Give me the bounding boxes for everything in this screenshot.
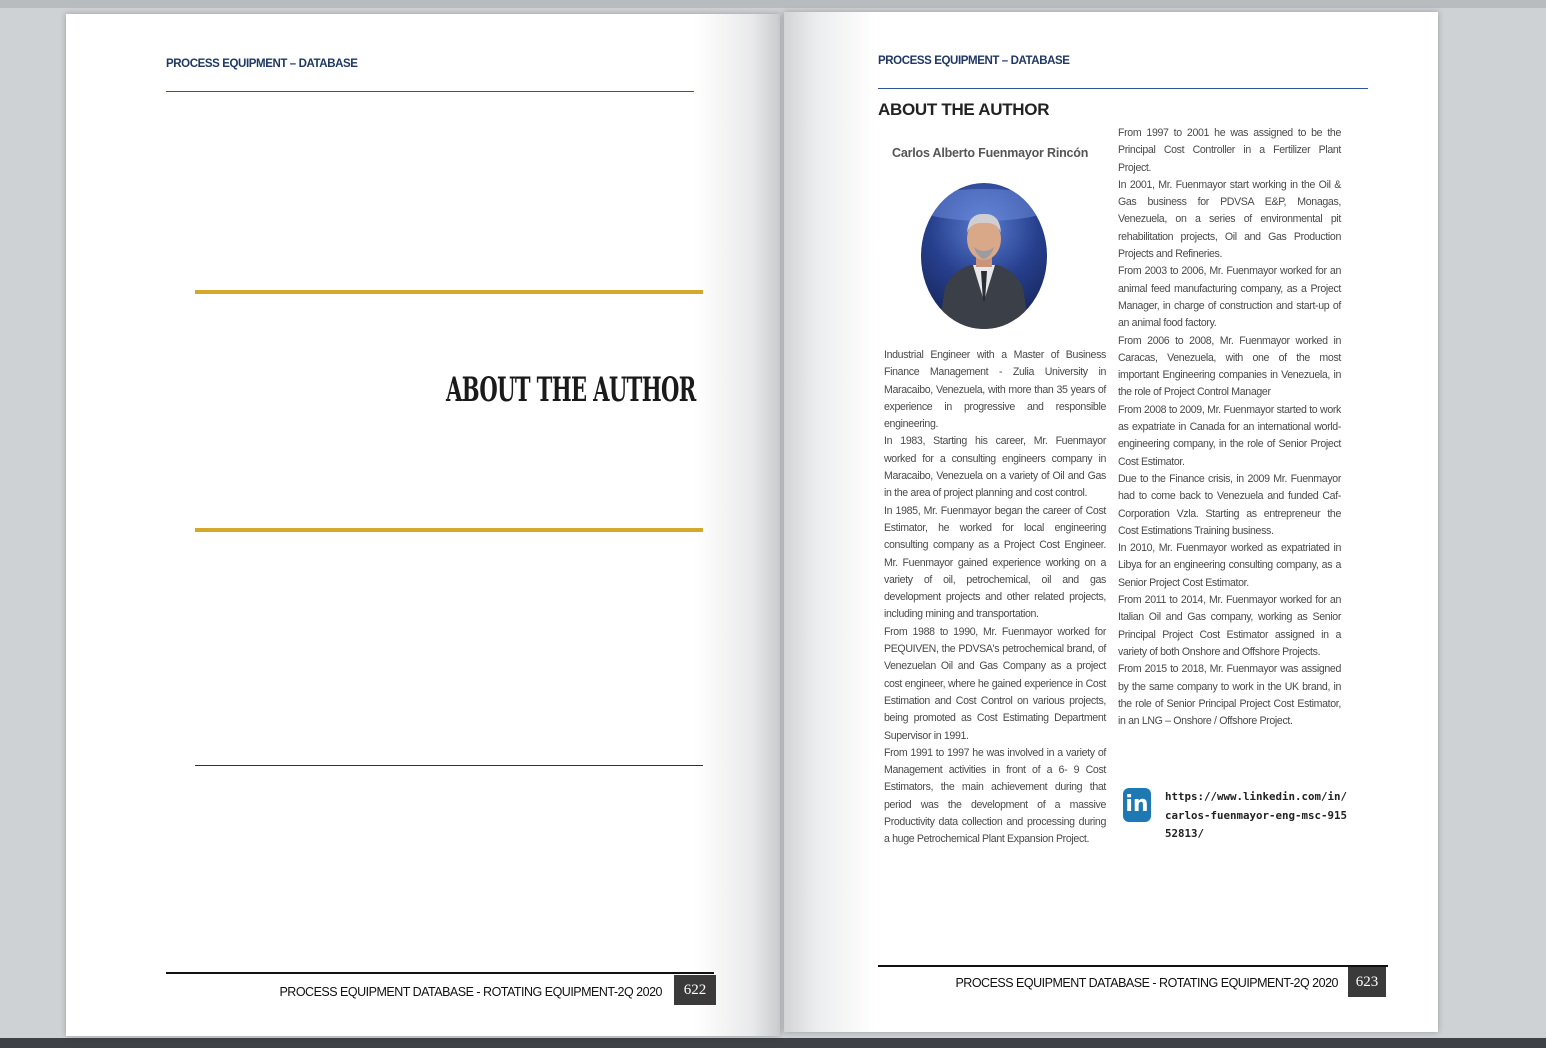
header-rule xyxy=(166,91,694,92)
running-header: PROCESS EQUIPMENT – DATABASE xyxy=(166,58,358,70)
footer-text: PROCESS EQUIPMENT DATABASE - ROTATING EQUIPMENT-2Q 2020 xyxy=(955,976,1338,990)
bio-paragraph: From 2015 to 2018, Mr. Fuenmayor was assigned by the same company to work in the UK brand, in the role of Senior Principal Project Cost Estimator, in an LNG – Onshore / Offshore Project. xyxy=(1118,663,1341,728)
bio-paragraph: From 2006 to 2008, Mr. Fuenmayor worked in Caracas, Venezuela, with one of the most important Engineering companies in Venezuela, in the role of Project Control Manager xyxy=(1118,334,1341,399)
bio-paragraph: In 2010, Mr. Fuenmayor worked as expatriated in Libya for an engineering consulting company, as a Senior Project Cost Estimator. xyxy=(1118,542,1341,589)
bio-paragraph: From 2003 to 2006, Mr. Fuenmayor worked for an animal feed manufacturing company, as a Project Manager, in charge of construction and start-up of an animal food factory. xyxy=(1118,265,1341,330)
linkedin-link[interactable]: https://www.linkedin.com/in/carlos-fuenmayor-eng-msc-91552813/ xyxy=(1165,790,1348,840)
running-header: PROCESS EQUIPMENT – DATABASE xyxy=(878,55,1070,67)
cover-bottom-edge xyxy=(0,1038,1546,1048)
linkedin-icon[interactable]: in xyxy=(1123,788,1151,822)
header-rule xyxy=(878,88,1368,89)
bio-paragraph: From 1997 to 2001 he was assigned to be the Principal Cost Controller in a Fertilizer Plant Project. xyxy=(1118,127,1341,174)
left-page xyxy=(66,14,780,1036)
author-photo xyxy=(921,183,1047,329)
divider-rule xyxy=(195,765,703,766)
bio-paragraph: In 2001, Mr. Fuenmayor start working in the Oil & Gas business for PDVSA E&P, Monagas, Venezuela, on a series of environmental pit rehabilitation projects, Oil and Gas Production Projects and Refineries. xyxy=(1118,178,1341,261)
bio-paragraph: In 1983, Starting his career, Mr. Fuenmayor worked for a consulting engineers company in Maracaibo, Venezuela on a variety of Oil and Gas in the area of project planning and cost control. xyxy=(884,435,1106,500)
bio-paragraph: From 2008 to 2009, Mr. Fuenmayor started to work as expatriate in Canada for an international world-engineering company, in the role of Senior Project Cost Estimator. xyxy=(1118,403,1341,468)
bio-paragraph: Due to the Finance crisis, in 2009 Mr. Fuenmayor had to come back to Venezuela and funded Caf-Corporation Vzla. Starting as entrepreneur the Cost Estimations Training business. xyxy=(1118,472,1341,537)
page-number: 623 xyxy=(1348,967,1386,997)
section-title: ABOUT THE AUTHOR xyxy=(878,100,1050,119)
author-name: Carlos Alberto Fuenmayor Rincón xyxy=(892,146,1089,160)
chapter-title: ABOUT THE AUTHOR xyxy=(446,370,696,410)
bio-paragraph: Industrial Engineer with a Master of Business Finance Management - Zulia University in Maracaibo, Venezuela, with more than 35 years of experience in progressive and responsible engineering. xyxy=(884,349,1106,431)
bio-column-right xyxy=(1118,125,1341,730)
bio-paragraph: In 1985, Mr. Fuenmayor began the career of Cost Estimator, he worked for local engineering consulting company as a Project Cost Engineer. Mr. Fuenmayor gained experience working on a variety of oil, petrochemical, oil and gas development projects and other related projects, including mining and transportation. xyxy=(884,504,1106,621)
footer-text: PROCESS EQUIPMENT DATABASE - ROTATING EQUIPMENT-2Q 2020 xyxy=(279,985,662,999)
portrait-icon xyxy=(921,183,1047,329)
footer-rule xyxy=(878,965,1388,967)
bio-paragraph: From 1991 to 1997 he was involved in a variety of Management activities in front of a 6- 9 Cost Estimators, the main achievement during that period was the development of a massive Productivity data collection and processing during a huge Petrochemical Plant Expansion Project. xyxy=(884,746,1106,846)
bio-column-left xyxy=(884,347,1106,849)
gold-rule-bottom xyxy=(195,528,703,532)
bio-paragraph: From 1988 to 1990, Mr. Fuenmayor worked for PEQUIVEN, the PDVSA's petrochemical brand, of Venezuelan Oil and Gas Company as a project cost engineer, where he gained experience in Cost Estimation and Cost Control on various projects, being promoted as Cost Estimating Department Supervisor in 1991. xyxy=(884,625,1106,742)
footer-rule xyxy=(166,972,714,974)
right-page xyxy=(784,12,1438,1032)
cover-top-edge xyxy=(0,0,1546,8)
bio-paragraph: From 2011 to 2014, Mr. Fuenmayor worked for an Italian Oil and Gas company, working as Senior Principal Project Cost Estimator assigned in a variety of both Onshore and Offshore Projects. xyxy=(1118,594,1341,658)
gold-rule-top xyxy=(195,290,703,294)
page-number: 622 xyxy=(674,975,716,1005)
